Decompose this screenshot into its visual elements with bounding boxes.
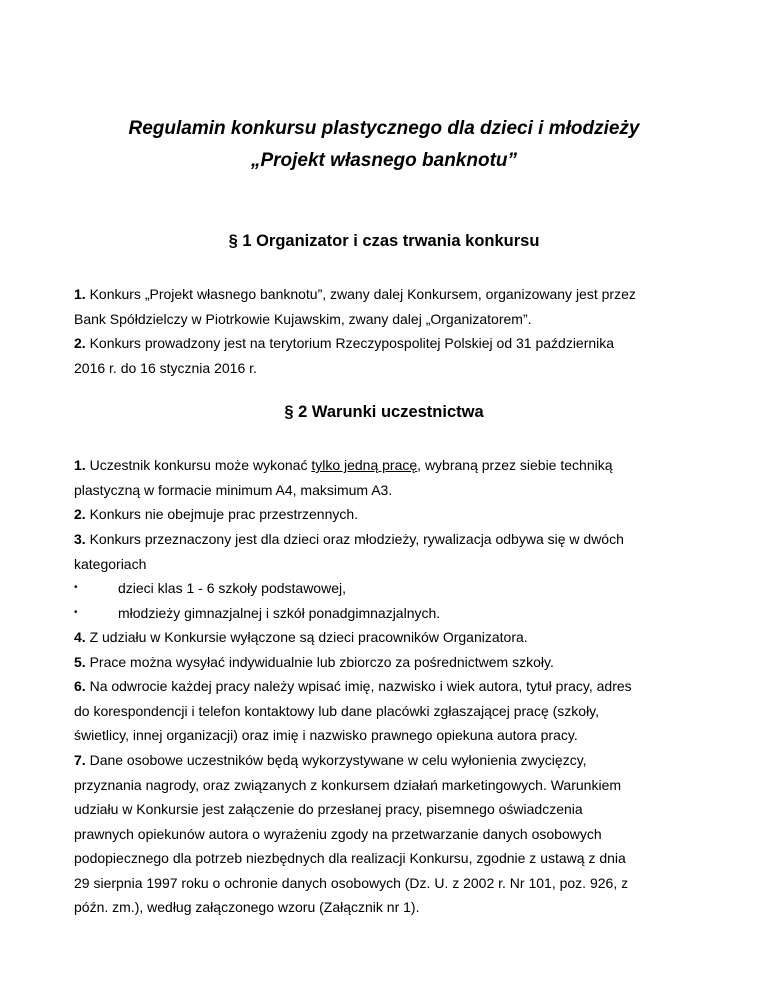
- paragraph-text: Konkurs prowadzony jest na terytorium Rzeczypospolitej Polskiej od 31 października: [85, 335, 615, 351]
- paragraph-text: Dane osobowe uczestników będą wykorzystywane w celu wyłonienia zwycięzcy,: [85, 752, 587, 768]
- paragraph-text: , wybraną przez siebie techniką: [417, 457, 613, 473]
- paragraph-text: Konkurs przeznaczony jest dla dzieci oraz młodzieży, rywalizacja odbywa się w dwóch: [85, 531, 624, 547]
- paragraph-line: [74, 527, 714, 552]
- section-2-paragraph-5: [74, 650, 714, 675]
- paragraph-line: [74, 453, 714, 478]
- bullet-icon: •: [74, 582, 78, 593]
- paragraph-line: [74, 748, 714, 773]
- paragraph-line: udziału w Konkursie jest załączenie do przesłanej pracy, pisemnego oświadczenia: [74, 801, 583, 817]
- paragraph-line: [74, 331, 714, 356]
- section-2-heading: § 2 Warunki uczestnictwa: [284, 403, 484, 421]
- paragraph-line: [74, 650, 714, 675]
- list-item: [74, 601, 714, 626]
- paragraph-number: 6.: [74, 678, 86, 694]
- paragraph-number: 2.: [74, 506, 86, 522]
- paragraph-number: 4.: [74, 629, 86, 645]
- section-2-paragraph-2: [74, 502, 714, 527]
- section-2-paragraph-6: [74, 674, 714, 748]
- paragraph-number: 7.: [74, 752, 86, 768]
- paragraph-text: Prace można wysyłać indywidualnie lub zbiorczo za pośrednictwem szkoły.: [85, 654, 554, 670]
- paragraph-line: [74, 282, 714, 307]
- paragraph-line: świetlicy, innej organizacji) oraz imię i nazwisko prawnego opiekuna autora pracy.: [74, 727, 578, 743]
- list-item: [74, 576, 714, 601]
- paragraph-line: kategoriach: [74, 555, 147, 572]
- bullet-icon: •: [74, 607, 78, 618]
- paragraph-text: Z udziału w Konkursie wyłączone są dzieci pracowników Organizatora.: [85, 629, 528, 645]
- underlined-text: tylko jedną pracę: [311, 457, 418, 473]
- paragraph-line: Bank Spółdzielczy w Piotrkowie Kujawskim, zwany dalej „Organizatorem”.: [74, 310, 532, 327]
- document-title-line-2: „Projekt własnego banknotu”: [250, 150, 518, 171]
- paragraph-number: 2.: [74, 335, 86, 351]
- paragraph-line: 29 sierpnia 1997 roku o ochronie danych osobowych (Dz. U. z 2002 r. Nr 101, poz. 926, z: [74, 874, 629, 891]
- paragraph-line: podopiecznego dla potrzeb niezbędnych dla realizacji Konkursu, zgodnie z ustawą z dnia: [74, 850, 626, 866]
- paragraph-number: 5.: [74, 654, 86, 670]
- paragraph-line: [74, 502, 714, 527]
- paragraph-line: plastyczną w formacie minimum A4, maksimum A3.: [74, 481, 393, 498]
- section-2-paragraph-7: [74, 748, 714, 920]
- paragraph-line: przyznania nagrody, oraz związanych z konkursem działań marketingowych. Warunkiem: [74, 776, 622, 793]
- paragraph-number: 1.: [74, 457, 86, 473]
- paragraph-line: do korespondencji i telefon kontaktowy lub dane placówki zgłaszającej pracę (szkoły,: [74, 702, 600, 719]
- section-1-paragraph-2: [74, 331, 714, 380]
- paragraph-text: Uczestnik konkursu może wykonać: [85, 457, 312, 473]
- section-2-paragraph-4: [74, 625, 714, 650]
- paragraph-line: 2016 r. do 16 stycznia 2016 r.: [74, 359, 257, 376]
- paragraph-line: [74, 625, 714, 650]
- paragraph-text: Konkurs „Projekt własnego banknotu”, zwany dalej Konkursem, organizowany jest przez: [85, 286, 636, 302]
- paragraph-number: 1.: [74, 286, 86, 302]
- section-2-paragraph-3: [74, 527, 714, 576]
- list-item-text: młodzieży gimnazjalnej i szkół ponadgimnazjalnych.: [118, 605, 441, 621]
- paragraph-line: późn. zm.), według załączonego wzoru (Załącznik nr 1).: [74, 899, 420, 915]
- list-item-text: dzieci klas 1 - 6 szkoły podstawowej,: [118, 580, 346, 596]
- paragraph-text: Konkurs nie obejmuje prac przestrzennych.: [85, 506, 359, 522]
- section-2-paragraph-1: [74, 453, 714, 502]
- paragraph-text: Na odwrocie każdej pracy należy wpisać imię, nazwisko i wiek autora, tytuł pracy, adres: [85, 678, 632, 694]
- paragraph-number: 3.: [74, 531, 86, 547]
- section-1-paragraph-1: [74, 282, 714, 331]
- paragraph-line: [74, 674, 714, 699]
- document-title-line-1: Regulamin konkursu plastycznego dla dzieci i młodzieży: [128, 118, 640, 139]
- section-1-heading: § 1 Organizator i czas trwania konkursu: [228, 232, 540, 250]
- paragraph-line: prawnych opiekunów autora o wyrażeniu zgody na przetwarzanie danych osobowych: [74, 825, 602, 842]
